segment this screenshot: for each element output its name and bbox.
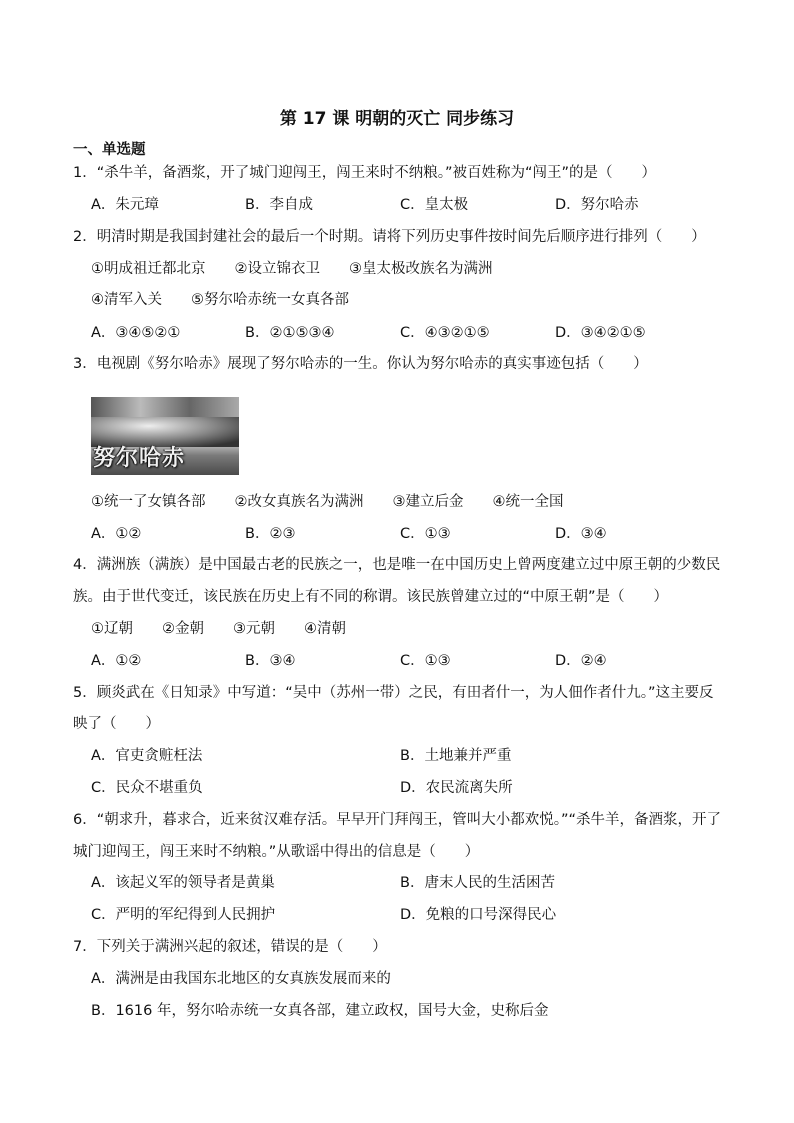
section-heading: 一、单选题	[73, 142, 146, 158]
question-5-stem-line-2: 映了（ ）	[73, 716, 160, 732]
question-6-option-b: B．唐末人民的生活困苦	[400, 875, 555, 891]
question-4-stem-line-2: 族。由于世代变迁，该民族在历史上有不同的称谓。该民族曾建立过的“中原王朝”是（ ）	[73, 589, 669, 605]
question-1-option-b: B．李自成	[245, 197, 313, 213]
question-3-stem: 3．电视剧《努尔哈赤》展现了努尔哈赤的一生。你认为努尔哈赤的真实事迹包括（ ）	[73, 356, 648, 372]
image-sky	[91, 397, 239, 419]
question-5-option-d: D．农民流离失所	[400, 780, 513, 796]
question-4-stem-line-1: 4．满洲族（满族）是中国最古老的民族之一，也是唯一在中国历史上曾两度建立过中原王朝的少数民	[73, 557, 721, 573]
question-2-items-line-1: ①明成祖迁都北京 ②设立锦衣卫 ③皇太极改族名为满洲	[91, 261, 493, 277]
question-1-option-c: C．皇太极	[400, 197, 469, 213]
question-3-option-c: C．①③	[400, 526, 451, 542]
question-6-option-a: A．该起义军的领导者是黄巢	[91, 875, 275, 891]
question-7-option-b: B．1616 年，努尔哈赤统一女真各部，建立政权，国号大金，史称后金	[91, 1003, 549, 1019]
question-2-stem: 2．明清时期是我国封建社会的最后一个时期。请将下列历史事件按时间先后顺序进行排列（ ）	[73, 229, 706, 245]
question-6-stem-line-1: 6．“朝求升，暮求合，近来贫汉难存活。早早开门拜闯王，管叫大小都欢悦。”“杀牛羊，备酒浆，开了	[73, 812, 722, 828]
question-7-option-a: A．满洲是由我国东北地区的女真族发展而来的	[91, 971, 391, 987]
question-3-items: ①统一了女镇各部 ②改女真族名为满洲 ③建立后金 ④统一全国	[91, 494, 564, 510]
question-4-option-c: C．①③	[400, 653, 451, 669]
question-2-option-a: A．③④⑤②①	[91, 325, 181, 341]
question-5-option-a: A．官吏贪赃枉法	[91, 748, 203, 764]
question-2-option-b: B．②①⑤③④	[245, 325, 335, 341]
page-title: 第 17 课 明朝的灭亡 同步练习	[279, 109, 515, 129]
question-2-items-line-2: ④清军入关 ⑤努尔哈赤统一女真各部	[91, 292, 349, 308]
question-3-option-a: A．①②	[91, 526, 142, 542]
question-1-option-a: A．朱元璋	[91, 197, 159, 213]
question-4-option-d: D．②④	[555, 653, 607, 669]
question-2-option-c: C．④③②①⑤	[400, 325, 490, 341]
question-4-option-a: A．①②	[91, 653, 142, 669]
question-3-option-b: B．②③	[245, 526, 296, 542]
question-1-stem: 1．“杀牛羊，备酒浆，开了城门迎闯王，闯王来时不纳粮。”被百姓称为“闯王”的是（ ）	[73, 165, 657, 181]
question-2-option-d: D．③④②①⑤	[555, 325, 646, 341]
tv-drama-still-image	[91, 397, 239, 475]
question-4-items: ①辽朝 ②金朝 ③元朝 ④清朝	[91, 621, 346, 637]
question-6-option-d: D．免粮的口号深得民心	[400, 907, 557, 923]
question-7-stem: 7．下列关于满洲兴起的叙述，错误的是（ ）	[73, 939, 387, 955]
question-3-option-d: D．③④	[555, 526, 607, 542]
question-5-stem-line-1: 5．顾炎武在《日知录》中写道：“吴中（苏州一带）之民，有田者什一，为人佃作者什九。”这主要反	[73, 685, 714, 701]
question-6-stem-line-2: 城门迎闯王，闯王来时不纳粮。”从歌谣中得出的信息是（ ）	[73, 844, 480, 860]
image-caption: 努尔哈赤	[93, 446, 186, 471]
question-1-option-d: D．努尔哈赤	[555, 197, 639, 213]
question-6-option-c: C．严明的军纪得到人民拥护	[91, 907, 276, 923]
question-4-option-b: B．③④	[245, 653, 296, 669]
question-5-option-b: B．土地兼并严重	[400, 748, 512, 764]
question-5-option-c: C．民众不堪重负	[91, 780, 203, 796]
